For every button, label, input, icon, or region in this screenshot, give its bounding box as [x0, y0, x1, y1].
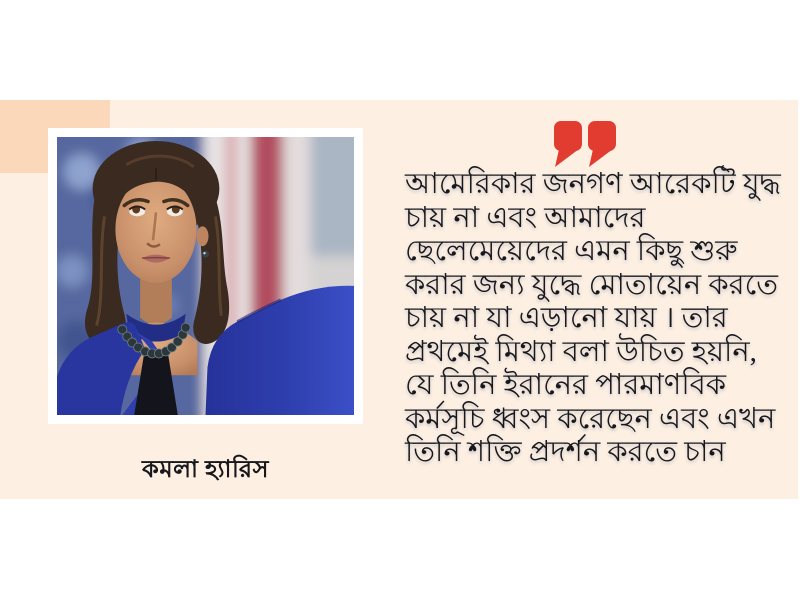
quote-line: যে তিনি ইরানের পারমাণবিক	[405, 369, 727, 401]
photo-caption: কমলা হ্যারিস	[142, 457, 269, 483]
quote-line: তিনি শক্তি প্রদর্শন করতে চান	[405, 436, 726, 468]
quote-line: প্রথমেই মিথ্যা বলা উচিত হয়নি,	[405, 335, 757, 368]
quote-line: কর্মসূচি ধ্বংস করেছেন এবং এখন	[405, 402, 776, 435]
quote-text	[405, 168, 797, 470]
kamala-harris-photo	[57, 137, 354, 415]
quote-line: আমেরিকার জনগণ আরেকটি যুদ্ধ	[405, 168, 781, 200]
closing-double-quote-icon	[554, 121, 616, 167]
quote-line: চায় না যা এড়ানো যায় । তার	[405, 302, 728, 334]
quote-line: ছেলেমেয়েদের এমন কিছু শুরু	[405, 235, 738, 267]
quote-line: করার জন্য যুদ্ধে মোতায়েন করতে	[405, 268, 779, 301]
quote-line: চায় না এবং আমাদের	[405, 201, 646, 234]
photo-frame	[48, 128, 363, 424]
